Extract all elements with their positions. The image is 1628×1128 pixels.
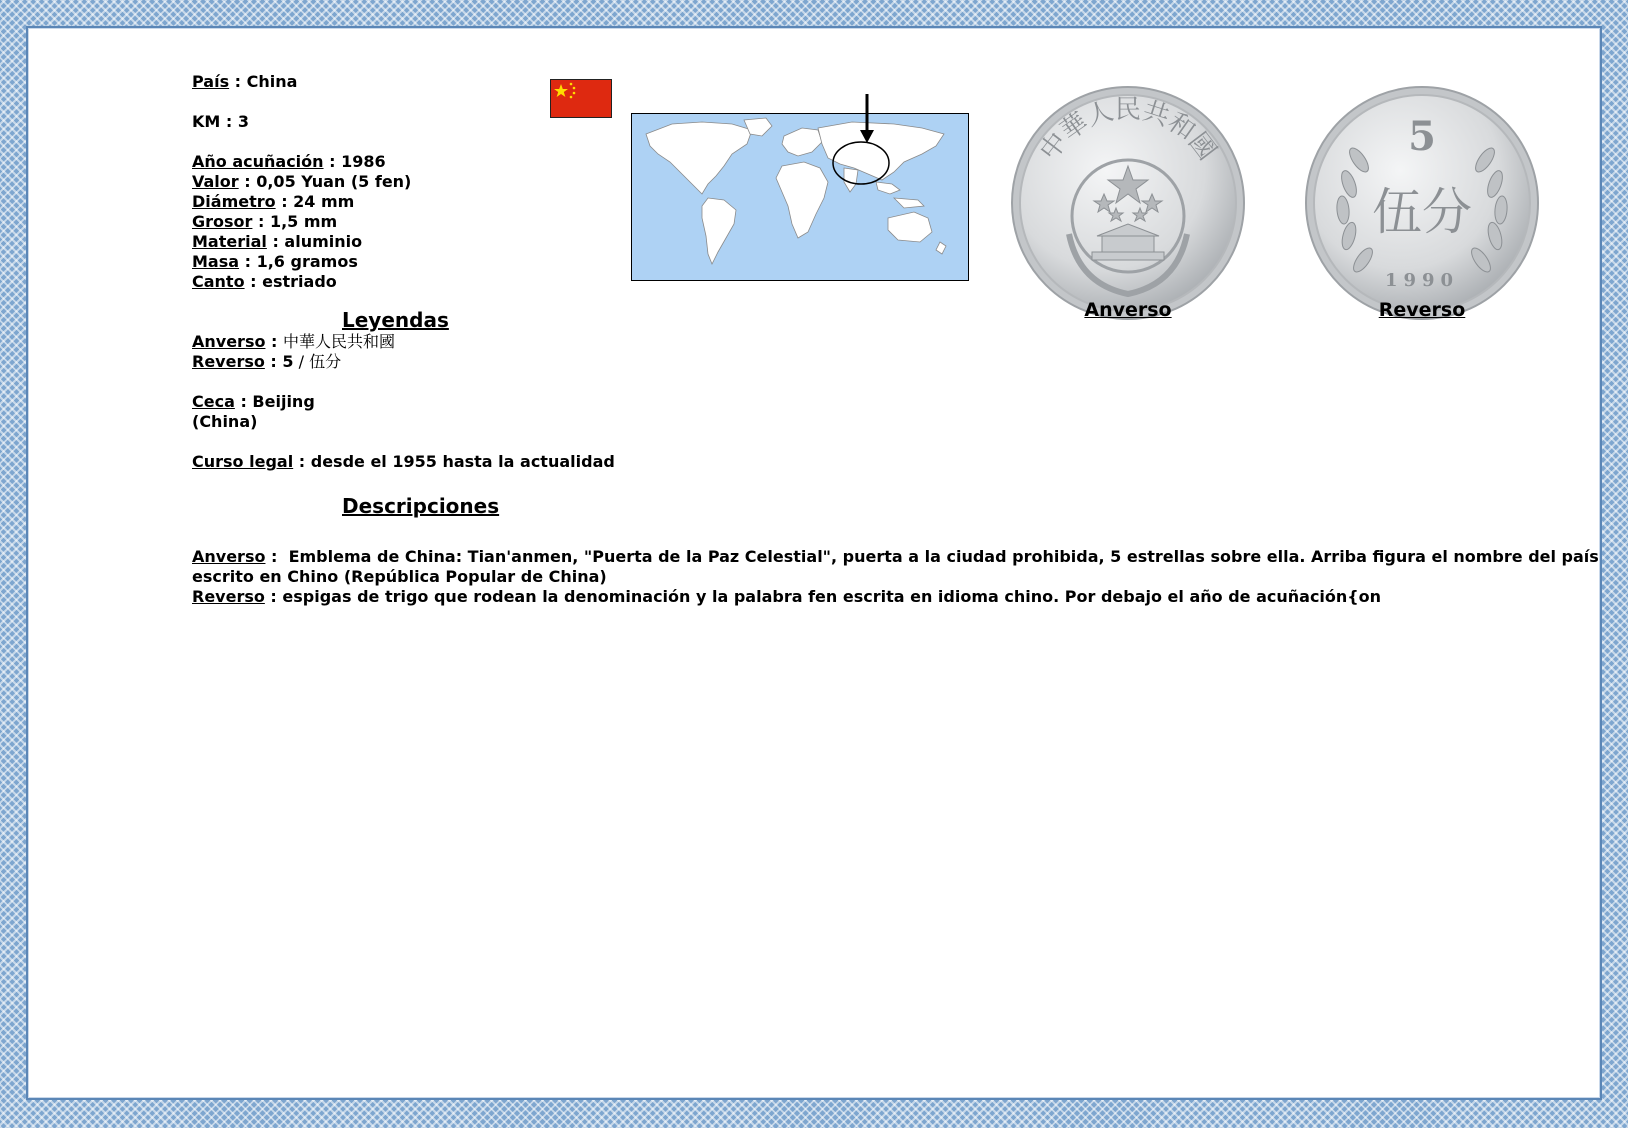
- leyenda-reverso: Reverso : 5 / 伍分: [192, 352, 342, 371]
- spec-valor: Valor : 0,05 Yuan (5 fen): [192, 172, 412, 191]
- descripciones-body: [192, 547, 1608, 607]
- coin-reverso-image: [1303, 84, 1541, 322]
- descripciones-heading: Descripciones: [342, 494, 500, 518]
- leyenda-anverso: Anverso : 中華人民共和國: [192, 332, 396, 351]
- coin-record-sheet: [26, 26, 1602, 1100]
- coin-anverso-caption: Anverso: [1084, 299, 1172, 321]
- ceca-country: (China): [192, 412, 258, 431]
- world-map-icon: [631, 113, 969, 281]
- flag-stars: [551, 80, 611, 117]
- spec-km: KM : 3: [192, 112, 250, 131]
- spec-material: Material : aluminio: [192, 232, 363, 251]
- spec-pais: País : China: [192, 72, 298, 91]
- coin-reverso-year: 1990: [1384, 270, 1460, 291]
- coin-reverso-caption: Reverso: [1378, 299, 1466, 321]
- spec-canto: Canto : estriado: [192, 272, 337, 291]
- coin-anverso-image: [1009, 84, 1247, 322]
- coin-reverso-chars: 伍分: [1372, 183, 1472, 241]
- spec-grosor: Grosor : 1,5 mm: [192, 212, 338, 231]
- descripcion-anverso: Anverso : Emblema de China: Tian'anmen, "Puerta de la Paz Celestial", puerta a la ciudad prohibida, 5 estrellas sobre ella. Arriba figura el nombre del país escrito en Chino (República Popular de China): [192, 547, 1599, 586]
- spec-ano: Año acuñación : 1986: [192, 152, 386, 171]
- down-arrow-icon: [859, 94, 875, 144]
- coin-reverso-denomination: 5: [1408, 113, 1436, 160]
- curso-legal: Curso legal : desde el 1955 hasta la actualidad: [192, 452, 615, 471]
- descripcion-reverso: Reverso : espigas de trigo que rodean la denominación y la palabra fen escrita en idioma chino. Por debajo el año de acuñación{on: [192, 587, 1382, 606]
- coin-anverso-legend: 中華人民共和國: [1034, 94, 1222, 167]
- leyendas-heading: Leyendas: [342, 308, 449, 332]
- china-flag-icon: [550, 79, 612, 118]
- spec-diametro: Diámetro : 24 mm: [192, 192, 355, 211]
- ceca: Ceca : Beijing: [192, 392, 315, 411]
- spec-masa: Masa : 1,6 gramos: [192, 252, 358, 271]
